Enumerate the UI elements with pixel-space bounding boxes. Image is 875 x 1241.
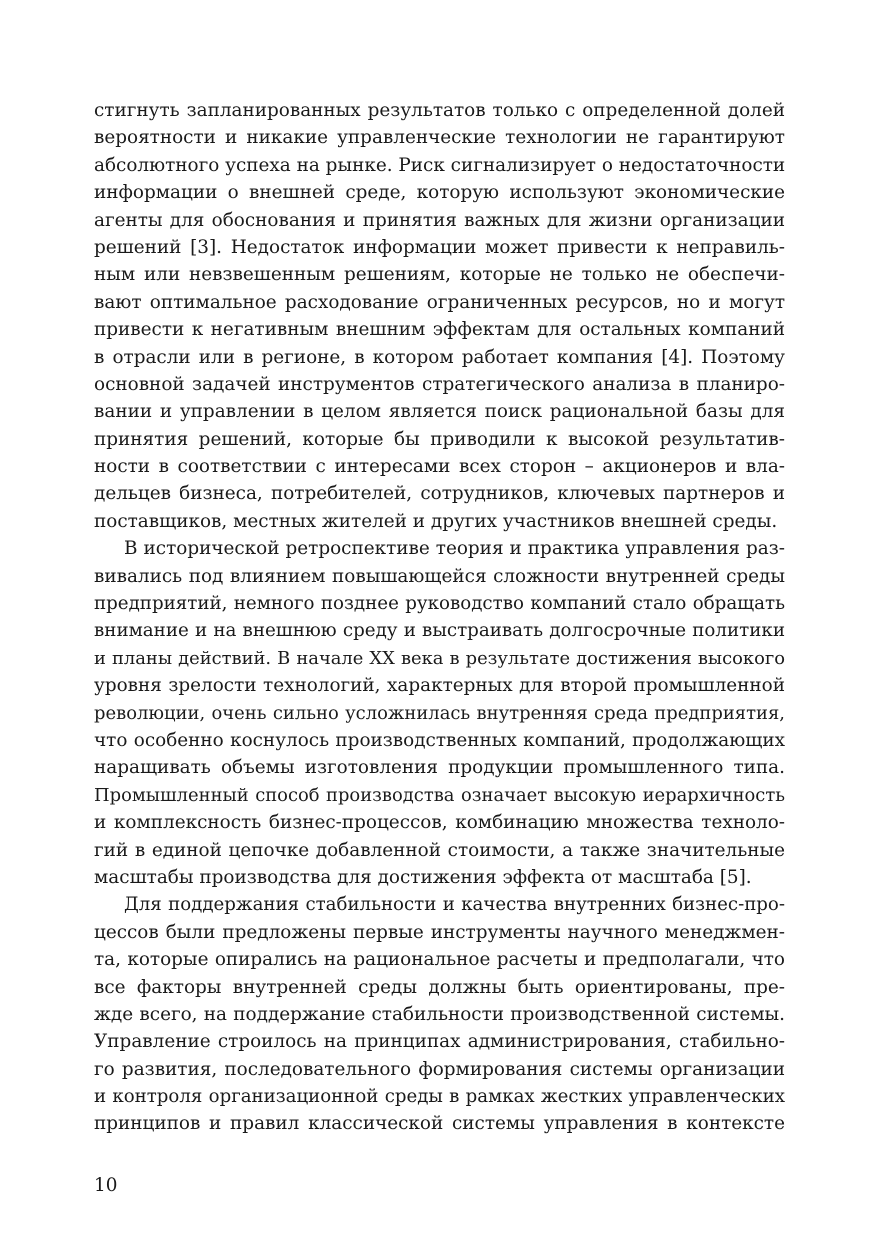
text-line: что особенно коснулось производственных компаний, продолжающих [94, 729, 785, 751]
page-number: 10 [94, 1175, 118, 1196]
text-line: предприятий, немного позднее руководство компаний стало обращать [94, 593, 785, 615]
text-line: цессов были предложены первые инструменты научного менеджмен- [94, 921, 785, 943]
text-line: гий в единой цепочке добавленной стоимости, а также значительные [94, 839, 785, 861]
text-line: вают оптимальное расходование ограниченных ресурсов, но и могут [94, 291, 785, 313]
text-line: все факторы внутренней среды должны быть ориентированы, пре- [94, 976, 785, 998]
text-line: вании и управлении в целом является поиск рациональной базы для [94, 401, 785, 423]
text-line: Промышленный способ производства означает высокую иерархичность [94, 784, 785, 806]
text-line: агенты для обоснования и принятия важных для жизни организации [94, 209, 785, 231]
paragraph-1 [94, 97, 785, 535]
text-line: революции, очень сильно усложнилась внутренняя среда предприятия, [94, 702, 785, 724]
text-line: дельцев бизнеса, потребителей, сотрудников, ключевых партнеров и [94, 483, 785, 505]
text-line: внимание и на внешнюю среду и выстраивать долгосрочные политики [94, 620, 785, 642]
text-line: решений [3]. Недостаток информации может привести к неправиль- [94, 236, 785, 258]
text-line: и комплексность бизнес-процессов, комбинацию множества техноло- [94, 812, 785, 834]
text-line: уровня зрелости технологий, характерных для второй промышленной [94, 675, 785, 697]
paragraph-3 [94, 891, 785, 1138]
text-line: принятия решений, которые бы приводили к высокой результатив- [94, 428, 785, 450]
body-text [94, 97, 785, 1138]
text-line: вероятности и никакие управленческие технологии не гарантируют [94, 127, 785, 149]
paragraph-2 [94, 535, 785, 891]
text-line: го развития, последовательного формирования системы организации [94, 1058, 785, 1080]
text-line: масштабы производства для достижения эффекта от масштаба [5]. [94, 866, 752, 888]
text-line: и контроля организационной среды в рамках жестких управленческих [94, 1086, 785, 1108]
text-line: информации о внешней среде, которую используют экономические [94, 182, 785, 204]
text-line: жде всего, на поддержание стабильности производственной системы. [94, 1003, 785, 1025]
text-line: Для поддержания стабильности и качества внутренних бизнес-про- [124, 894, 785, 916]
text-line: поставщиков, местных жителей и других участников внешней среды. [94, 510, 778, 532]
text-line: вивались под влиянием повышающейся сложности внутренней среды [94, 565, 785, 587]
text-line: ности в соответствии с интересами всех сторон – акционеров и вла- [94, 456, 785, 478]
text-line: привести к негативным внешним эффектам для остальных компаний [94, 319, 785, 341]
text-line: наращивать объемы изготовления продукции промышленного типа. [94, 757, 785, 779]
text-line: основной задачей инструментов стратегического анализа в планиро- [94, 373, 785, 395]
text-line: та, которые опирались на рациональное расчеты и предполагали, что [94, 949, 785, 971]
text-line: В исторической ретроспективе теория и практика управления раз- [124, 538, 785, 560]
text-line: принципов и правил классической системы управления в контексте [94, 1113, 785, 1135]
text-line: и планы действий. В начале XX века в результате достижения высокого [94, 647, 785, 669]
text-line: Управление строилось на принципах администрирования, стабильно- [94, 1031, 785, 1053]
text-line: стигнуть запланированных результатов только с определенной долей [94, 100, 785, 121]
text-line: абсолютного успеха на рынке. Риск сигнализирует о недостаточности [94, 154, 786, 176]
text-line: в отрасли или в регионе, в котором работает компания [4]. Поэтому [94, 346, 785, 368]
text-line: ным или невзвешенным решениям, которые не только не обеспечи- [94, 264, 785, 286]
